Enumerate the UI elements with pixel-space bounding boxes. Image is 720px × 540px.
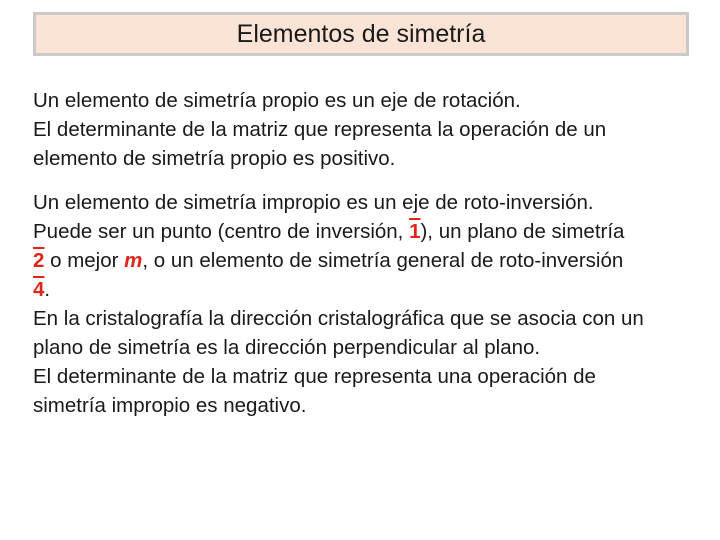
text-line: Un elemento de simetría impropio es un eje de roto-inversión. bbox=[33, 191, 594, 214]
text-fragment: ), un plano de simetría bbox=[420, 220, 625, 243]
symbol-two-bar: 2 bbox=[33, 249, 45, 272]
text-line: Un elemento de simetría propio es un eje de rotación. bbox=[33, 89, 521, 112]
text-line: plano de simetría es la dirección perpendicular al plano. bbox=[33, 336, 541, 359]
page-title: Elementos de simetría bbox=[236, 19, 486, 48]
slide-body bbox=[33, 86, 693, 420]
text-fragment: , o un elemento de simetría general de roto-inversión bbox=[142, 249, 624, 272]
paragraph-proper-element bbox=[33, 86, 693, 173]
text-line bbox=[33, 275, 693, 304]
text-line: En la cristalografía la dirección cristalográfica que se asocia con un bbox=[33, 307, 644, 330]
text-fragment: o mejor bbox=[44, 249, 125, 272]
text-fragment: . bbox=[44, 278, 51, 301]
title-banner bbox=[33, 12, 689, 56]
text-line: elemento de simetría propio es positivo. bbox=[33, 147, 396, 170]
text-line bbox=[33, 246, 693, 275]
text-line: El determinante de la matriz que representa la operación de un bbox=[33, 118, 607, 141]
text-line bbox=[33, 217, 693, 246]
paragraph-improper-element bbox=[33, 188, 693, 420]
symbol-mirror-m: m bbox=[124, 249, 143, 272]
text-line: El determinante de la matriz que representa una operación de bbox=[33, 365, 596, 388]
symbol-inversion-center: 1 bbox=[409, 220, 421, 243]
text-line: simetría impropio es negativo. bbox=[33, 394, 307, 417]
text-fragment: Puede ser un punto (centro de inversión, bbox=[33, 220, 410, 243]
symbol-four-bar: 4 bbox=[33, 278, 45, 301]
